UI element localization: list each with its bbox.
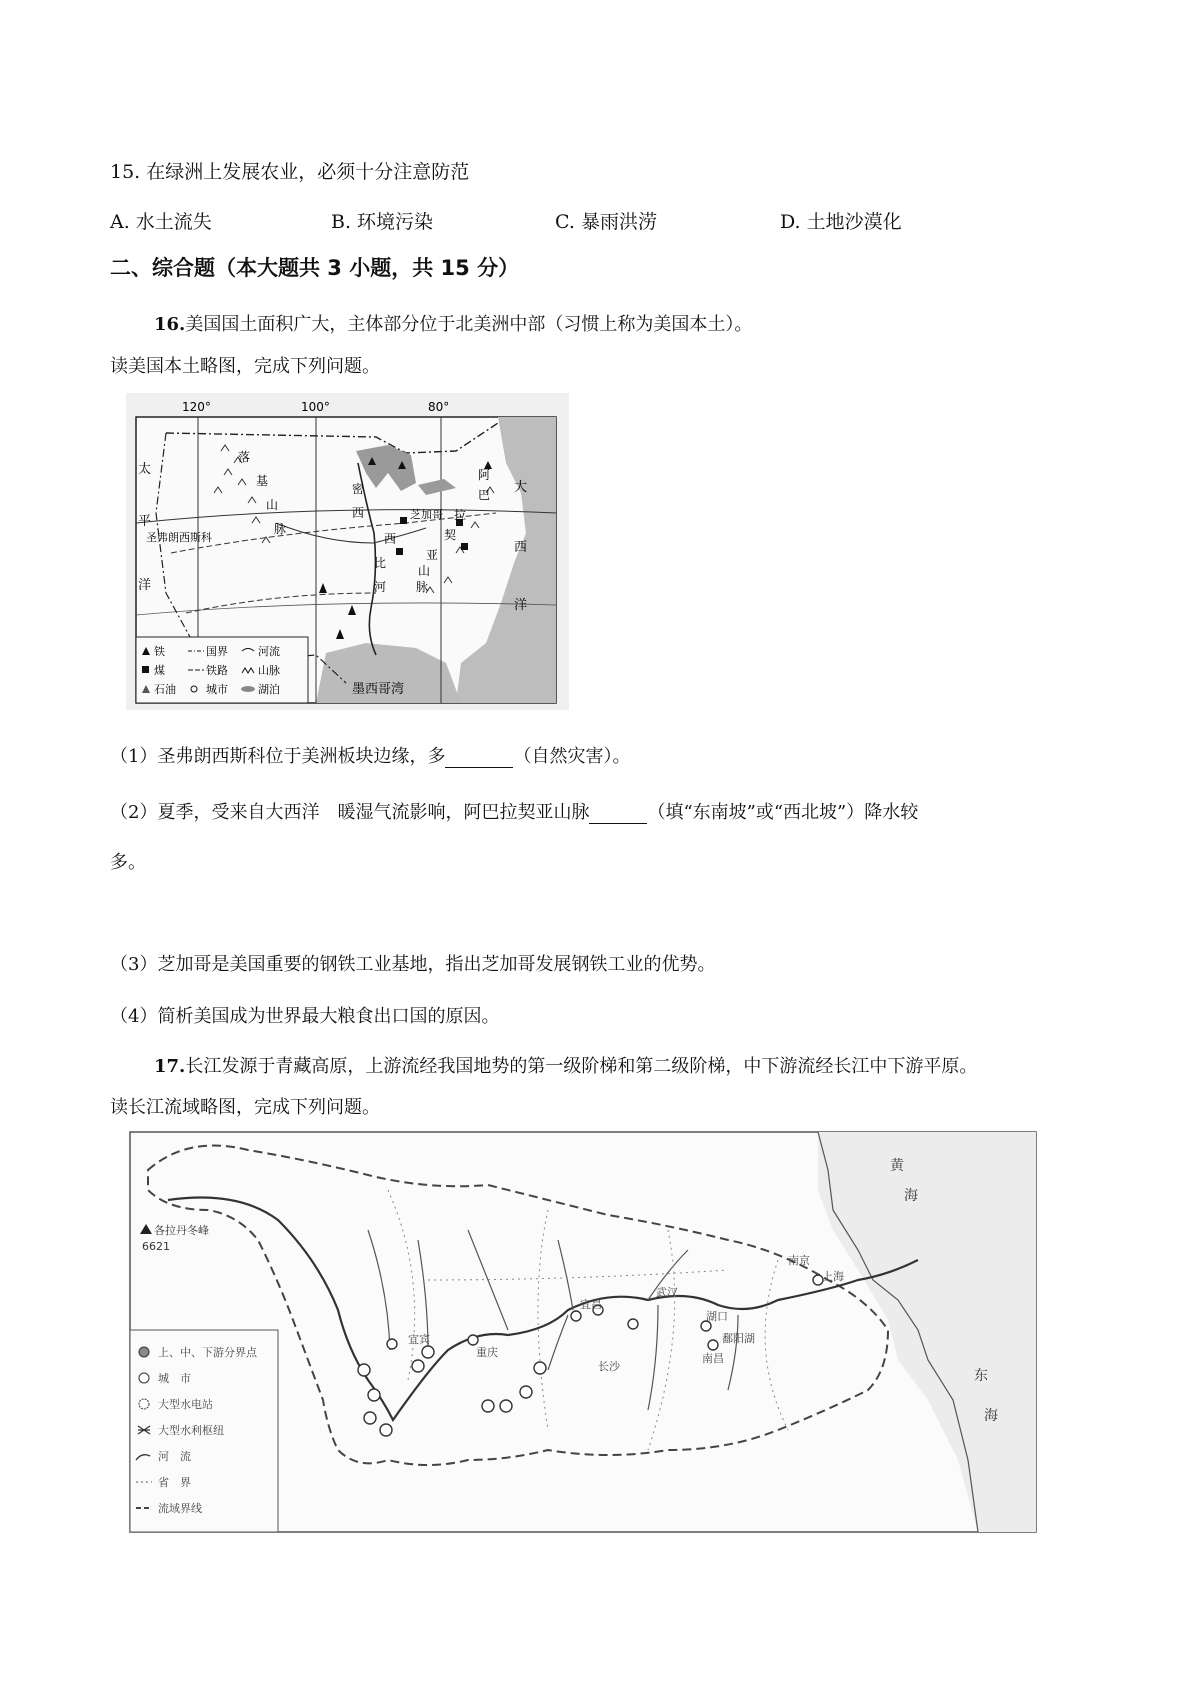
label-app-4: 契 xyxy=(444,528,457,542)
legend-city: 城市 xyxy=(206,683,228,696)
lon-100: 100° xyxy=(301,400,330,414)
label-miss-4: 比 xyxy=(374,556,387,570)
lon-80: 80° xyxy=(428,400,450,414)
peak-height: 6621 xyxy=(142,1240,170,1253)
legend-railway: 铁路 xyxy=(206,664,228,677)
legend-hydro: 大型水电站 xyxy=(158,1398,213,1411)
peak-label: 各拉丹冬峰 xyxy=(154,1224,209,1237)
q15-option-b: B. 环境污染 xyxy=(331,211,434,233)
label-miss-3: 西 xyxy=(384,532,397,546)
city-yibin: 宜宾 xyxy=(408,1333,430,1346)
label-miss-5: 河 xyxy=(374,580,387,594)
label-atlantic-3: 洋 xyxy=(514,598,528,613)
us-mainland-map xyxy=(126,393,569,710)
legend-hub: 大型水利枢纽 xyxy=(158,1424,224,1437)
legend-city: 城 市 xyxy=(158,1372,191,1385)
q16-sub3: （3）芝加哥是美国重要的钢铁工业基地，指出芝加哥发展钢铁工业的优势。 xyxy=(110,954,716,975)
label-app-1: 阿 xyxy=(478,468,491,482)
yellow-sea-1: 黄 xyxy=(890,1158,904,1174)
legend-border: 国界 xyxy=(206,645,228,658)
label-chicago: 芝加哥 xyxy=(410,508,443,521)
label-pacific-1: 太 xyxy=(138,462,152,477)
q16-intro: 16.美国国土面积广大，主体部分位于北美洲中部（习惯上称为美国本土）。 xyxy=(154,314,753,335)
label-rocky-3: 山 xyxy=(266,498,279,512)
label-miss-2: 西 xyxy=(352,506,365,520)
legend-river: 河 流 xyxy=(158,1450,191,1463)
label-atlantic-1: 大 xyxy=(514,480,528,495)
q17-intro: 17.长江发源于青藏高原，上游流经我国地势的第一级阶梯和第二级阶梯，中下游流经长江中下游平原。 xyxy=(154,1056,978,1077)
label-app-2: 巴 xyxy=(478,488,491,502)
east-sea-2: 海 xyxy=(984,1408,998,1424)
legend-oil: 石油 xyxy=(154,683,176,696)
label-rocky-1: 落 xyxy=(238,450,251,464)
q16-read-instruction: 读美国本土略图，完成下列问题。 xyxy=(110,356,380,377)
q16-sub2: （2）夏季，受来自大西洋 暖湿气流影响，阿巴拉契亚山脉 （填“东南坡”或“西北坡”）降水较 xyxy=(110,802,919,823)
city-nanchang: 南昌 xyxy=(702,1352,724,1365)
label-app-7: 脉 xyxy=(416,580,429,594)
legend-boundary-point: 上、中、下游分界点 xyxy=(158,1346,257,1359)
legend-basin-boundary: 流域界线 xyxy=(158,1502,202,1515)
q16-sub2-blank[interactable] xyxy=(589,802,647,824)
label-app-3: 拉 xyxy=(454,508,467,522)
city-chongqing: 重庆 xyxy=(476,1346,498,1359)
label-gulf-of-mexico: 墨西哥湾 xyxy=(352,682,405,697)
q15-option-c: C. 暴雨洪涝 xyxy=(555,211,657,233)
city-hukou: 湖口 xyxy=(706,1310,728,1323)
label-pacific-3: 洋 xyxy=(138,578,152,593)
city-nanjing: 南京 xyxy=(788,1254,810,1267)
label-rocky-2: 基 xyxy=(256,474,269,488)
q15-option-a: A. 水土流失 xyxy=(110,211,212,233)
yangtze-basin-map xyxy=(128,1130,1038,1534)
q16-sub1-blank[interactable] xyxy=(445,746,513,768)
legend-river: 河流 xyxy=(258,645,280,658)
section-2-title: 二、综合题（本大题共 3 小题，共 15 分） xyxy=(110,256,520,280)
question-15-stem: 15. 在绿洲上发展农业，必须十分注意防范 xyxy=(110,161,470,183)
city-yichang: 宜昌 xyxy=(580,1298,602,1311)
legend-province-border: 省 界 xyxy=(158,1476,191,1489)
city-wuhan: 武汉 xyxy=(656,1286,678,1299)
city-shanghai: 上海 xyxy=(822,1270,844,1283)
legend-iron: 铁 xyxy=(154,645,165,658)
q17-read-instruction: 读长江流域略图，完成下列问题。 xyxy=(110,1097,380,1118)
label-app-5: 亚 xyxy=(426,548,439,562)
label-san-francisco: 圣弗朗西斯科 xyxy=(146,531,212,544)
q16-sub2-cont: 多。 xyxy=(110,852,146,873)
q15-option-d: D. 土地沙漠化 xyxy=(780,211,902,233)
yellow-sea-2: 海 xyxy=(904,1188,918,1204)
q16-sub4: （4）简析美国成为世界最大粮食出口国的原因。 xyxy=(110,1006,500,1027)
label-rocky-4: 脉 xyxy=(274,522,287,536)
legend-lake: 湖泊 xyxy=(258,683,280,696)
poyang-lake: 鄱阳湖 xyxy=(722,1332,755,1345)
q16-sub1: （1）圣弗朗西斯科位于美洲板块边缘，多 （自然灾害）。 xyxy=(110,746,631,767)
label-miss-1: 密 xyxy=(352,482,365,496)
east-sea-1: 东 xyxy=(974,1368,988,1384)
q17-number: 17. xyxy=(154,1056,186,1077)
label-app-6: 山 xyxy=(418,564,431,578)
city-changsha: 长沙 xyxy=(598,1360,620,1373)
lon-120: 120° xyxy=(182,400,211,414)
legend-mountain: 山脉 xyxy=(258,664,280,677)
legend-coal: 煤 xyxy=(154,664,165,677)
q16-number: 16. xyxy=(154,314,186,335)
label-atlantic-2: 西 xyxy=(514,540,528,555)
label-pacific-2: 平 xyxy=(138,514,152,529)
